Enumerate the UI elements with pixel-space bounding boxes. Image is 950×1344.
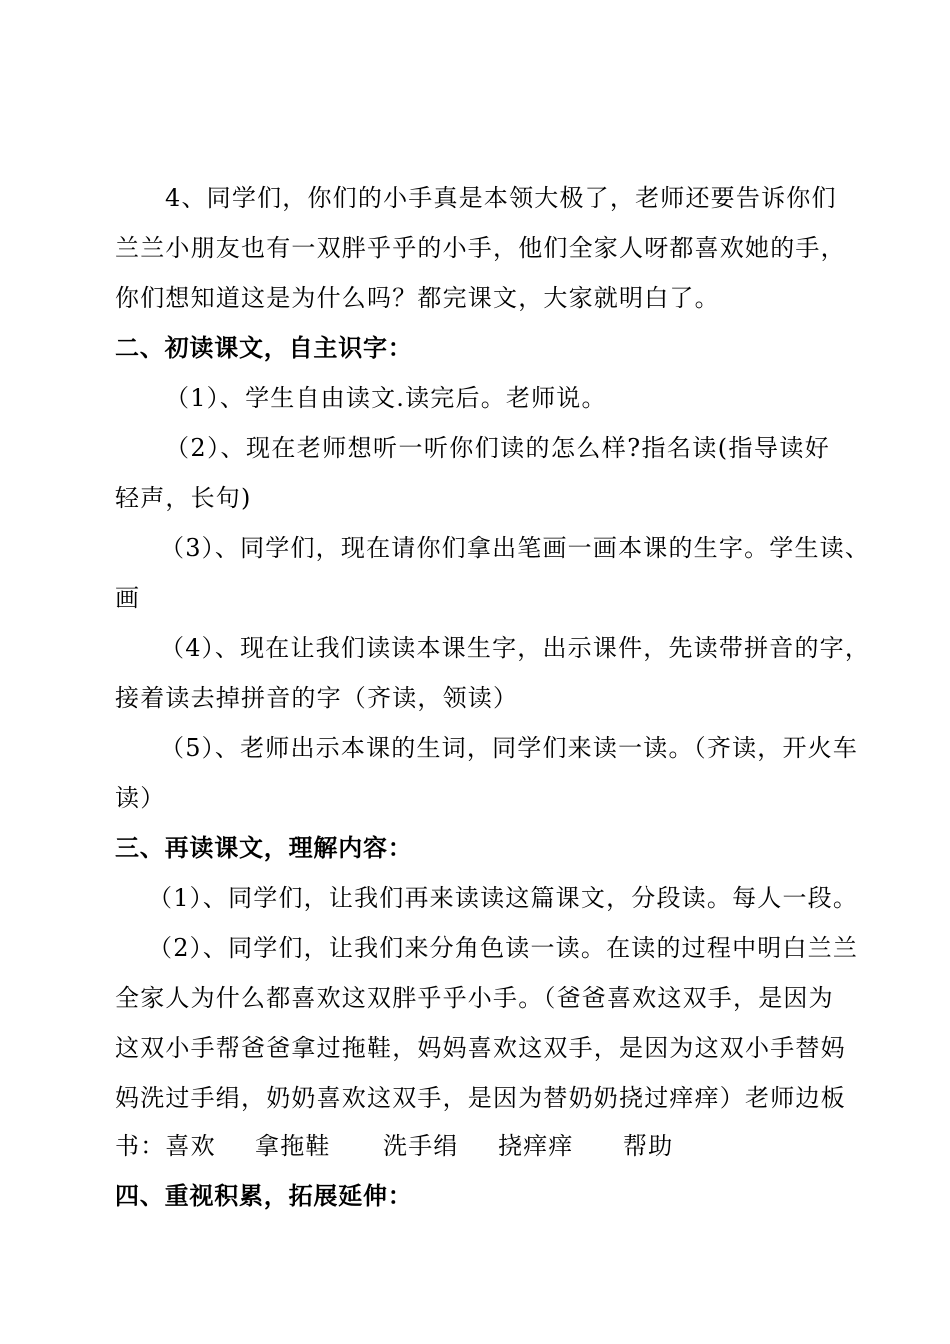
section-2-item-3-line-2: 画 bbox=[115, 584, 141, 612]
board-word-help: 帮助 bbox=[623, 1132, 674, 1160]
section-4-heading: 四、重视积累，拓展延伸： bbox=[115, 1182, 413, 1210]
section-2-item-3-line-1: （3）、同学们，现在请你们拿出笔画一画本课的生字。学生读、 bbox=[160, 534, 871, 562]
section-2-item-5-line-1: （5）、老师出示本课的生词，同学们来读一读。（齐读，开火车 bbox=[160, 734, 859, 762]
board-word-handkerchief: 洗手绢 bbox=[383, 1132, 459, 1160]
section-2-item-2-line-2: 轻声，长句) bbox=[115, 484, 252, 512]
section-3-item-1: （1）、同学们，让我们再来读读这篇课文，分段读。每人一段。 bbox=[148, 884, 859, 912]
blackboard-words-line bbox=[115, 1128, 840, 1164]
section-2-item-4-line-2: 接着读去掉拼音的字（齐读，领读） bbox=[115, 684, 519, 712]
section-2-item-2-line-1: （2）、现在老师想听一听你们读的怎么样?指名读(指导读好 bbox=[165, 434, 830, 462]
section-3-item-2-line-1: （2）、同学们，让我们来分角色读一读。在读的过程中明白兰兰 bbox=[148, 934, 859, 962]
board-prefix: 书：喜欢 bbox=[115, 1132, 216, 1160]
section-2-heading: 二、初读课文，自主识字： bbox=[115, 334, 413, 362]
board-word-scratch: 挠痒痒 bbox=[498, 1132, 574, 1160]
paragraph-4-line-3: 你们想知道这是为什么吗？都完课文，大家就明白了。 bbox=[115, 284, 720, 312]
paragraph-4-line-1: 4、同学们，你们的小手真是本领大极了，老师还要告诉你们 bbox=[165, 184, 837, 212]
section-2-item-1: （1）、学生自由读文.读完后。老师说。 bbox=[165, 384, 607, 412]
section-3-heading: 三、再读课文，理解内容： bbox=[115, 834, 413, 862]
section-3-item-2-line-2: 全家人为什么都喜欢这双胖乎乎小手。（爸爸喜欢这双手，是因为 bbox=[115, 984, 834, 1012]
section-3-item-2-line-4: 妈洗过手绢，奶奶喜欢这双手，是因为替奶奶挠过痒痒）老师边板 bbox=[115, 1084, 846, 1112]
section-3-item-2-line-3: 这双小手帮爸爸拿过拖鞋，妈妈喜欢这双手，是因为这双小手替妈 bbox=[115, 1034, 846, 1062]
paragraph-4-line-2: 兰兰小朋友也有一双胖乎乎的小手，他们全家人呀都喜欢她的手， bbox=[115, 234, 846, 262]
section-2-item-5-line-2: 读） bbox=[115, 784, 166, 812]
section-2-item-4-line-1: （4）、现在让我们读读本课生字，出示课件，先读带拼音的字， bbox=[160, 634, 871, 662]
board-word-slippers: 拿拖鞋 bbox=[255, 1132, 331, 1160]
